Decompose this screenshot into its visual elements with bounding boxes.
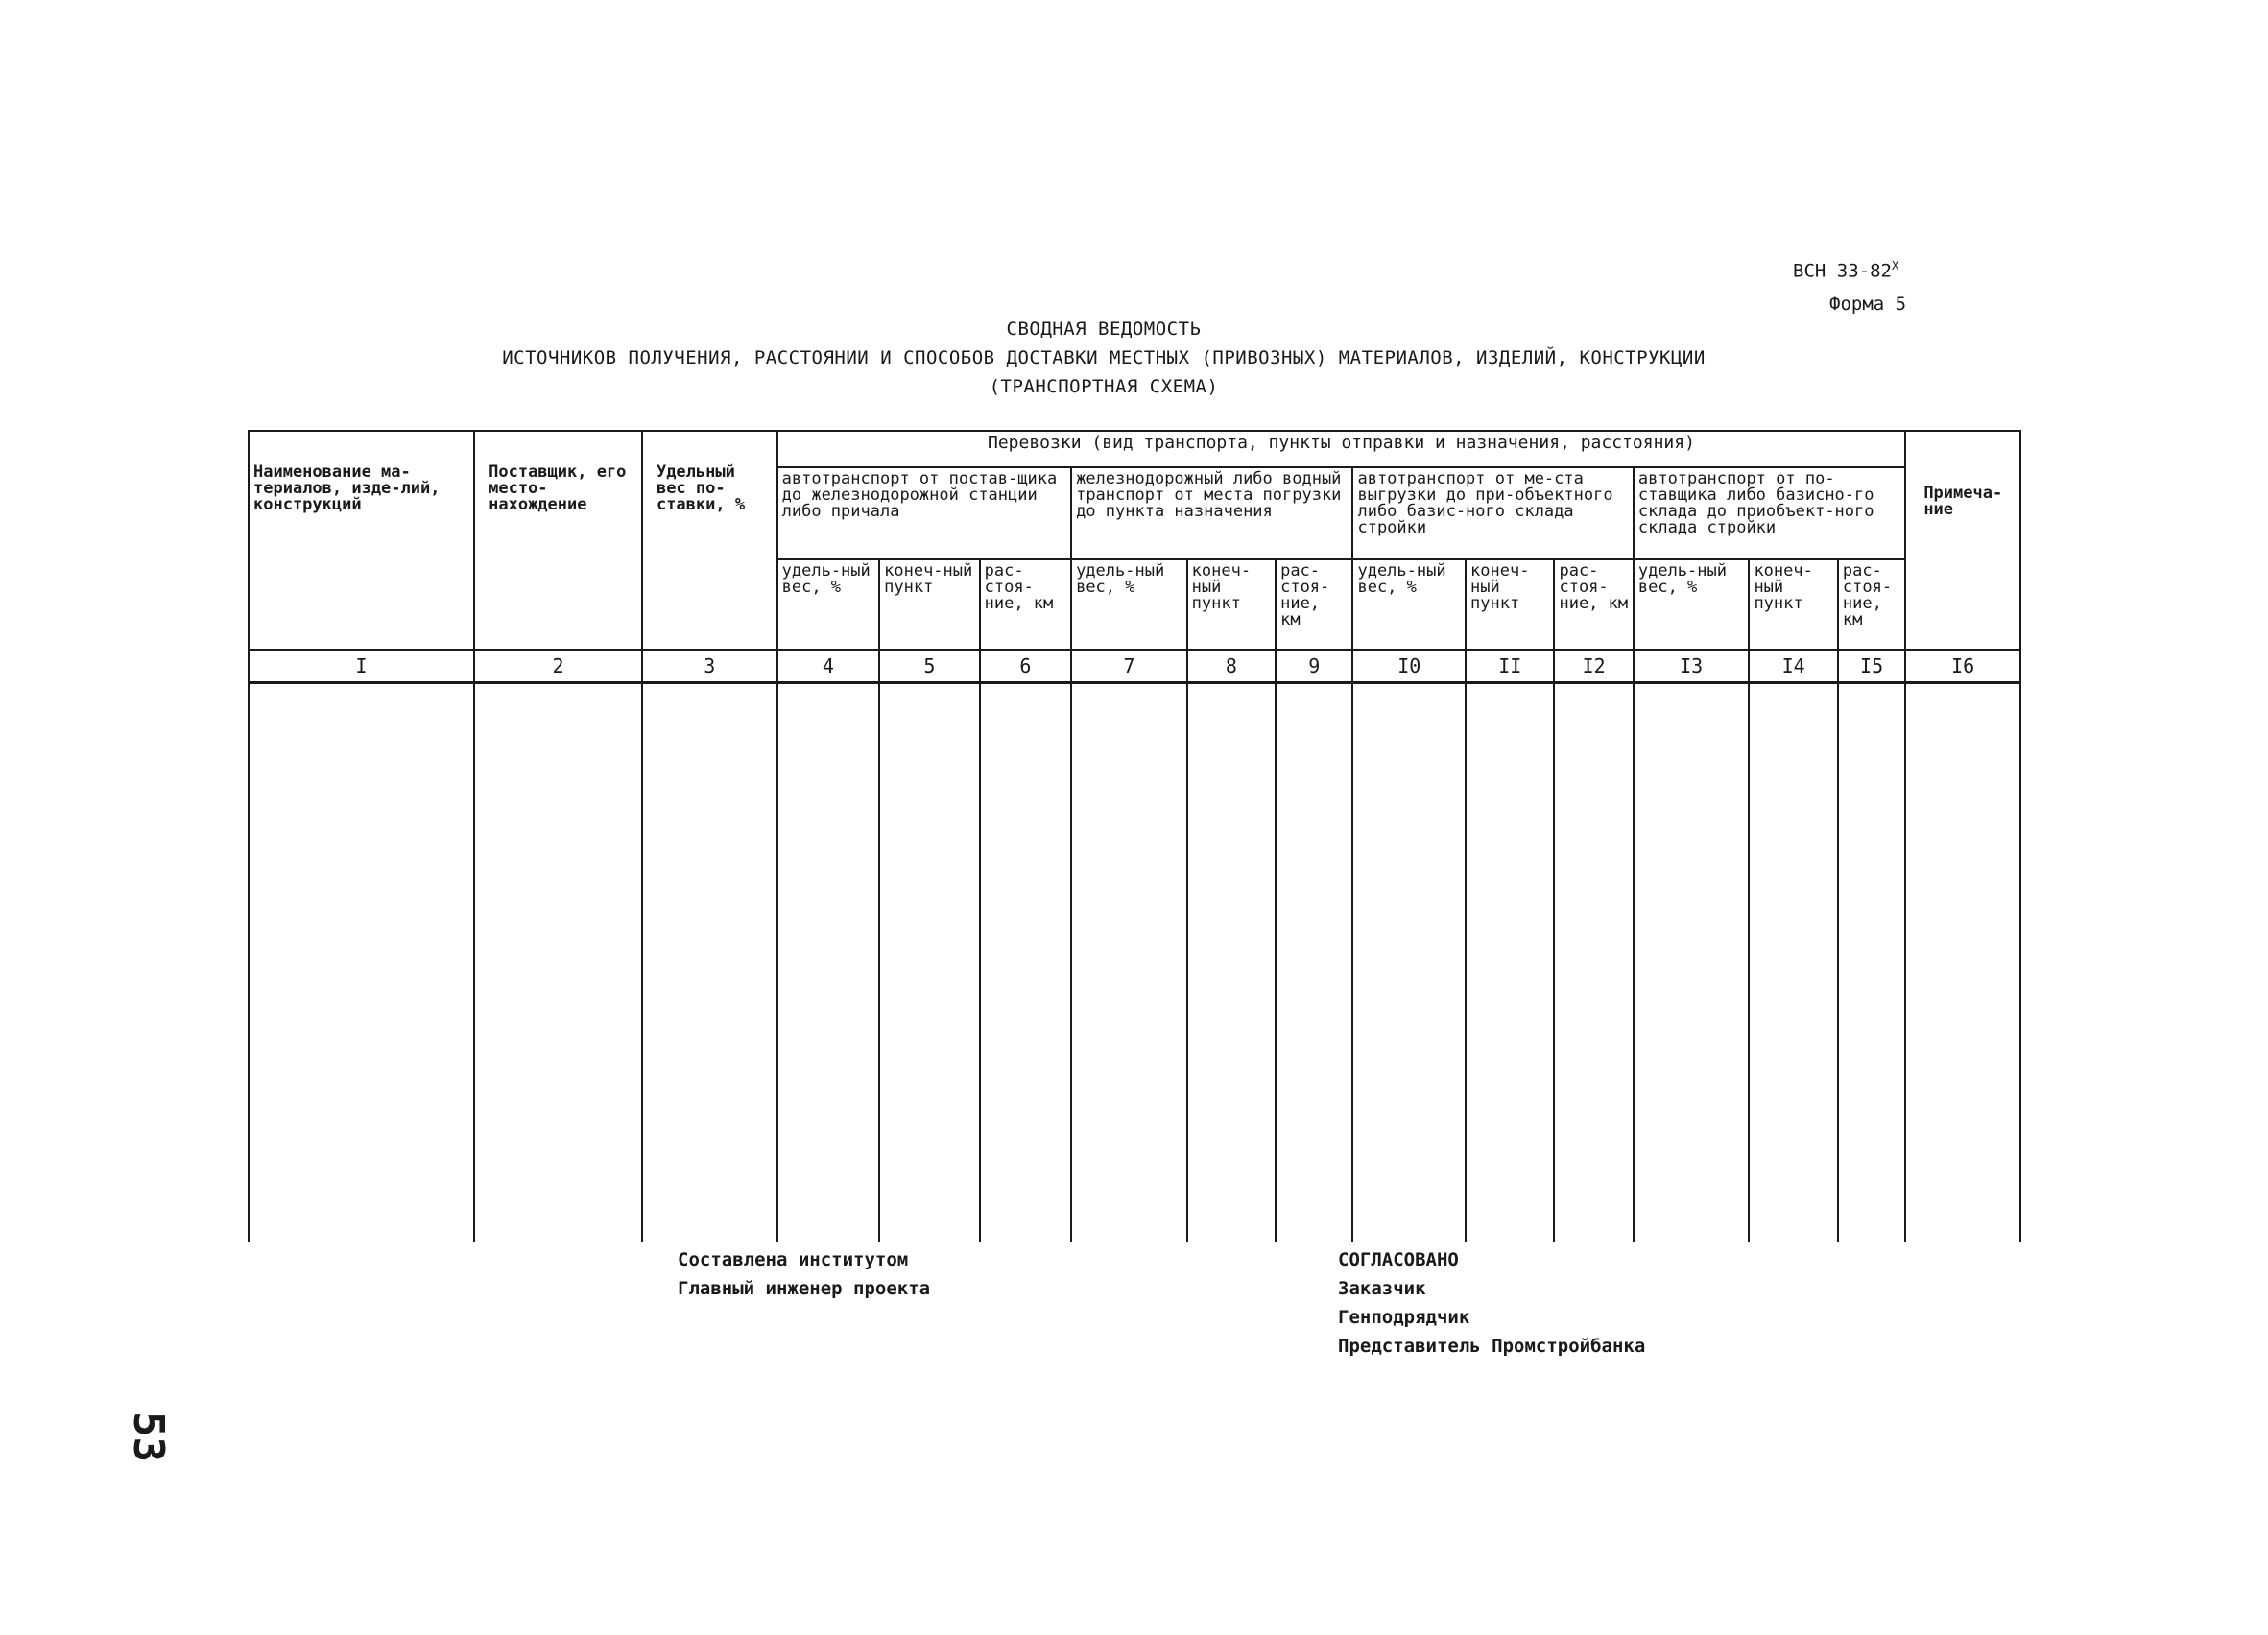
body-cell xyxy=(1905,683,2020,1243)
leaf-distance-1: рас-стоя-ние, км xyxy=(980,559,1071,650)
body-cell xyxy=(474,683,642,1243)
subheader-auto-to-site: автотранспорт от по-ставщика либо базисно-го склада до приобъект-ного склада стройки xyxy=(1634,467,1905,559)
header-material-name: Наименование ма-териалов, изде-лий, конструкций xyxy=(249,431,474,650)
title-line-1: СВОДНАЯ ВЕДОМОСТЬ xyxy=(1006,319,1202,340)
form-number: Форма 5 xyxy=(1829,294,1907,315)
leaf-weight-3: удель-ный вес, % xyxy=(1352,559,1466,650)
header-supply-weight: Удельный вес по-ставки, % xyxy=(642,431,777,650)
page-number: 53 xyxy=(123,1411,173,1462)
customer: Заказчик xyxy=(1338,1278,1426,1299)
leaf-distance-3: рас-стоя-ние, км xyxy=(1554,559,1633,650)
column-number: 7 xyxy=(1071,650,1187,683)
leaf-point-2: конеч-ный пункт xyxy=(1187,559,1276,650)
body-cell xyxy=(1352,683,1466,1243)
column-number: 8 xyxy=(1187,650,1276,683)
column-number: 6 xyxy=(980,650,1071,683)
leaf-point-3: конеч-ный пункт xyxy=(1466,559,1554,650)
column-number: 2 xyxy=(474,650,642,683)
subheader-auto-to-base: автотранспорт от ме-ста выгрузки до при-объектного либо базис-ного склада стройки xyxy=(1352,467,1633,559)
body-cell xyxy=(1838,683,1905,1243)
body-cell xyxy=(879,683,980,1243)
header-transport-group: Перевозки (вид транспорта, пункты отправки и назначения, расстояния) xyxy=(777,431,1906,467)
body-cell xyxy=(1634,683,1750,1243)
general-contractor: Генподрядчик xyxy=(1338,1307,1470,1328)
column-number: 5 xyxy=(879,650,980,683)
column-number: I2 xyxy=(1554,650,1633,683)
chief-engineer: Главный инженер проекта xyxy=(678,1278,931,1299)
leaf-weight-2: удель-ный вес, % xyxy=(1071,559,1187,650)
column-number: 3 xyxy=(642,650,777,683)
body-cell xyxy=(1554,683,1633,1243)
body-cell xyxy=(777,683,880,1243)
leaf-distance-2: рас-стоя-ние, км xyxy=(1276,559,1352,650)
leaf-weight-4: удель-ный вес, % xyxy=(1634,559,1750,650)
column-number: I3 xyxy=(1634,650,1750,683)
leaf-point-1: конеч-ный пункт xyxy=(879,559,980,650)
column-number: I4 xyxy=(1749,650,1837,683)
body-cell xyxy=(1466,683,1554,1243)
body-cell xyxy=(1071,683,1187,1243)
subheader-auto-to-station: автотранспорт от постав-щика до железнодорожной станции либо причала xyxy=(777,467,1071,559)
body-cell xyxy=(1187,683,1276,1243)
signature-block-left xyxy=(678,1245,930,1303)
column-number: II xyxy=(1466,650,1554,683)
approved-label: СОГЛАСОВАНО xyxy=(1338,1249,1459,1270)
leaf-point-4: конеч-ный пункт xyxy=(1749,559,1837,650)
document-code: ВСН $33-82^Х$ xyxy=(1793,259,1899,282)
header-note: Примеча-ние xyxy=(1905,431,2020,650)
column-number: I6 xyxy=(1905,650,2020,683)
body-cell xyxy=(980,683,1071,1243)
compiled-by: Составлена институтом xyxy=(678,1249,909,1270)
bank-representative: Представитель Промстройбанка xyxy=(1338,1336,1646,1357)
subheader-rail-water: железнодорожный либо водный транспорт от места погрузки до пункта назначения xyxy=(1071,467,1352,559)
column-number: I5 xyxy=(1838,650,1905,683)
leaf-weight-1: удель-ный вес, % xyxy=(777,559,880,650)
signature-block-right xyxy=(1338,1245,1645,1361)
header-supplier: Поставщик, его место-нахождение xyxy=(474,431,642,650)
title-line-3: (ТРАНСПОРТНАЯ СХЕМА) xyxy=(989,376,1219,397)
column-number: 4 xyxy=(777,650,880,683)
column-number: I xyxy=(249,650,474,683)
column-number: I0 xyxy=(1352,650,1466,683)
document-code-superscript: Х xyxy=(1891,259,1899,272)
body-cell xyxy=(249,683,474,1243)
title-line-2: ИСТОЧНИКОВ ПОЛУЧЕНИЯ, РАССТОЯНИИ И СПОСОБОВ ДОСТАВКИ МЕСТНЫХ (ПРИВОЗНЫХ) МАТЕРИАЛОВ, ИЗДЕЛИЙ, КОНСТРУКЦИИ xyxy=(502,347,1706,368)
transport-scheme-table xyxy=(248,430,2021,1242)
body-cell xyxy=(1749,683,1837,1243)
column-number: 9 xyxy=(1276,650,1352,683)
leaf-distance-4: рас-стоя-ние, км xyxy=(1838,559,1905,650)
body-cell xyxy=(642,683,777,1243)
body-cell xyxy=(1276,683,1352,1243)
